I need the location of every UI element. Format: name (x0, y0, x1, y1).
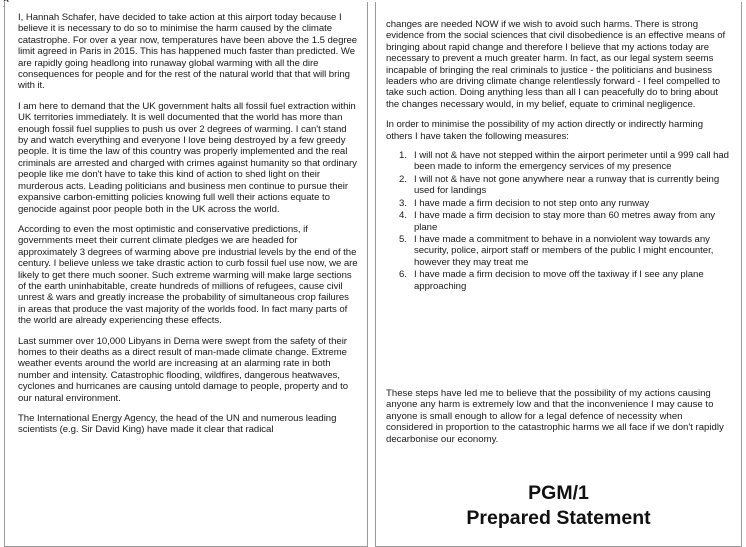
list-number: 3. (399, 197, 407, 209)
list-number: 5. (399, 233, 407, 245)
paragraph: I am here to demand that the UK government halts all fossil fuel extraction within UK territories immediately. It is well documented that the world has more than enough fossil fuel supplies to push us over 2 degrees of warming. I can't stand by and watch everything and everyone I love being destroyed by a few greedy people. It is time the law of this country was properly implemented and the real criminals are arrested and charged with crimes against humanity so that ordinary people like me don't have to take this kind of action to shed light on their murderous acts. Leading politicians and business men continue to pursue their expansive carbon-emitting policies knowing full well their actions equate to genocide against poor people both in the UK across the world. (18, 100, 357, 215)
list-item (399, 269, 731, 292)
paragraph: According to even the most optimistic and conservative predictions, if governments meet their current climate pledges we are headed for approximately 3 degrees of warming above pre industrial levels by the end of the century. I believe unless we take drastic action to curb fossil fuel use now, we are likely to get there much sooner. Such extreme warming will make large sections of the earth uninhabitable, create hundreds of millions of refugees, cause civil unrest & wars and greatly increase the probability of simultaneous crop failures in areas that produce the vast majority of the worlds food. In fact many parts of the world are already experiencing these effects. (18, 223, 358, 327)
list-item (399, 233, 731, 268)
paragraph: Last summer over 10,000 Libyans in Derna were swept from the safety of their homes to their deaths as a direct result of man-made climate change. Extreme weather events around the world are increasing at an alarming rate in both number and intensity. Catastrophic flooding, wildfires, dangerous heatwaves, cyclones and hurricanes are causing untold damage to people, property and to our natural environment. (18, 335, 349, 404)
closing-paragraph: These steps have led me to believe that the possibility of my actions causing anyone any harm is extremely low and that the inconvenience I may cause to anyone is small enough to allow for a legal defence of necessity when considered in proportion to the catastrophic harms we all face if we don't rapidly decarbonise our economy. (386, 388, 724, 445)
list-number: 1. (399, 150, 407, 162)
paragraph: changes are needed NOW if we wish to avoid such harms. There is strong evidence from the social sciences that civil disobedience is an effective means of bringing about rapid change and therefore I believe that my actions today are necessary to prevent a much greater harm. In fact, as our legal system seems incapable of bringing the real criminals to justice - the politicians and business leaders who are driving climate change relentlessly forward - I feel compelled to take such action. Doing anything less than all I can peacefully do to bring about the changes necessary would, in my belief, equate to criminal negligence. (386, 19, 726, 110)
list-number: 2. (399, 173, 407, 185)
measures-list (386, 150, 731, 292)
list-number: 4. (399, 210, 407, 222)
list-text: I have made a firm decision to stay more than 60 metres away from any plane (414, 210, 716, 233)
list-item (399, 197, 731, 209)
list-number: 6. (399, 269, 407, 281)
list-item (399, 173, 731, 197)
right-column-text (386, 19, 731, 293)
list-item (399, 210, 731, 233)
paragraph: In order to minimise the possibility of my action directly or indirectly harming others I have taken the following measures: (386, 119, 703, 142)
exhibit-code: PGM/1 (528, 482, 589, 504)
list-text: I will not & have not stepped within the airport perimeter until a 999 call had been made to inform the emergency services of my presence (414, 150, 729, 173)
list-text: I have made a commitment to behave in a nonviolent way towards any security, police, airport staff or members of the public I might encounter, however they may treat me (414, 233, 714, 268)
exhibit-title: Prepared Statement (466, 507, 651, 529)
paragraph: The International Energy Agency, the head of the UN and numerous leading scientists (e.g. Sir David King) have made it clear that radical (18, 413, 337, 436)
list-text: I have made a firm decision to move off the taxiway if I see any plane approaching (414, 269, 704, 292)
list-text: I will not & have not gone anywhere near a runway that is currently being used for landings (414, 173, 720, 197)
list-text: I have made a firm decision to not step onto any runway (414, 197, 650, 209)
list-item (399, 150, 731, 173)
paragraph: I, Hannah Schafer, have decided to take action at this airport today because I believe it is necessary to do so to minimise the harm caused by the climate catastrophe. For over a year now, temperatures have been above the 1.5 degree limit agreed in Paris in 2015. This has happened much faster than predicted. We are rapidly going headlong into runaway global warming with all the dire consequences for people and for the rest of the natural world that that will bring with it. (18, 12, 358, 92)
left-column-text (18, 12, 358, 445)
